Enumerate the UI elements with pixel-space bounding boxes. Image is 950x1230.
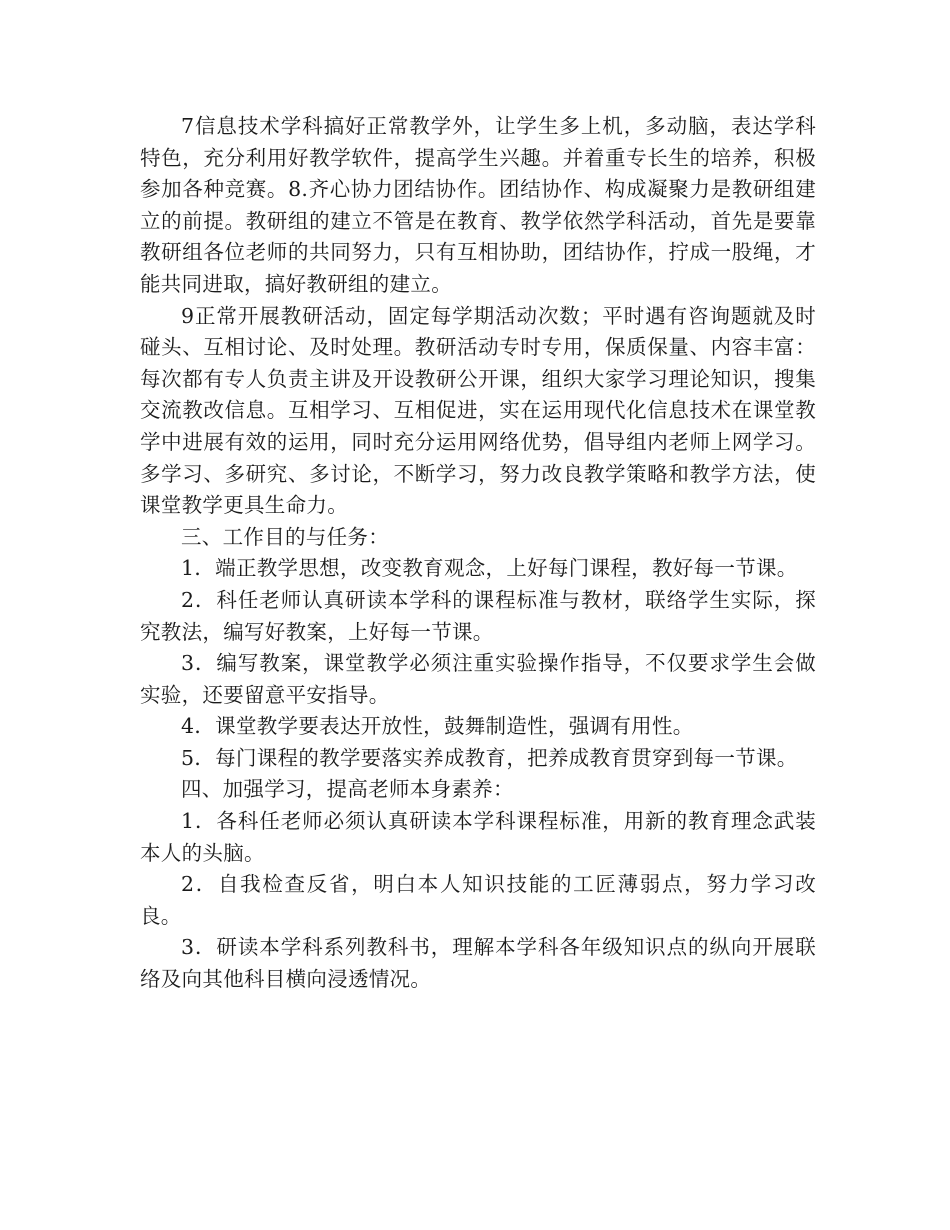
list-item-study-3: 3．研读本学科系列教科书，理解本学科各年级知识点的纵向开展联络及向其他科目横向浸透情况。 bbox=[140, 935, 816, 992]
section-heading-goals-and-tasks: 三、工作目的与任务： bbox=[181, 524, 389, 549]
paragraph-info-tech-and-teamwork: 7信息技术学科搞好正常教学外，让学生多上机，多动脑，表达学科特色，充分利用好教学软件，提高学生兴趣。并着重专长生的培养，积极参加各种竞赛。8.齐心协力团结协作。团结协作、构成凝聚力是教研组建立的前提。教研组的建立不管是在教育、教学依然学科活动，首先是要靠教研组各位老师的共同努力，只有互相协助，团结协作，拧成一股绳，才能共同进取，搞好教研组的建立。 bbox=[140, 114, 816, 296]
list-item-goal-2: 2．科任老师认真研读本学科的课程标准与教材，联络学生实际，探究教法，编写好教案，上好每一节课。 bbox=[140, 587, 816, 644]
list-item-study-1: 1．各科任老师必须认真研读本学科课程标准，用新的教育理念武装本人的头脑。 bbox=[140, 809, 816, 865]
list-item-goal-4: 4．课堂教学要表达开放性，鼓舞制造性，强调有用性。 bbox=[181, 714, 694, 739]
list-item-goal-3: 3．编写教案，课堂教学必须注重实验操作指导，不仅要求学生会做实验，还要留意平安指导。 bbox=[140, 651, 816, 707]
list-item-goal-5: 5．每门课程的教学要落实养成教育，把养成教育贯穿到每一节课。 bbox=[181, 745, 798, 770]
section-heading-study-and-quality: 四、加强学习，提高老师本身素养： bbox=[181, 777, 514, 802]
document-body bbox=[140, 111, 816, 996]
paragraph-teaching-research-activities: 9正常开展教研活动，固定每学期活动次数；平时遇有咨询题就及时碰头、互相讨论、及时处理。教研活动专时专用，保质保量、内容丰富：每次都有专人负责主讲及开设教研公开课，组织大家学习理论知识，搜集交流教改信息。互相学习、互相促进，实在运用现代化信息技术在课堂教学中进展有效的运用，同时充分运用网络优势，倡导组内老师上网学习。多学习、多研究、多讨论，不断学习，努力改良教学策略和教学方法，使课堂教学更具生命力。 bbox=[140, 303, 816, 518]
list-item-goal-1: 1．端正教学思想，改变教育观念，上好每门课程，教好每一节课。 bbox=[181, 556, 798, 581]
list-item-study-2: 2．自我检查反省，明白本人知识技能的工匠薄弱点，努力学习改良。 bbox=[140, 872, 816, 928]
